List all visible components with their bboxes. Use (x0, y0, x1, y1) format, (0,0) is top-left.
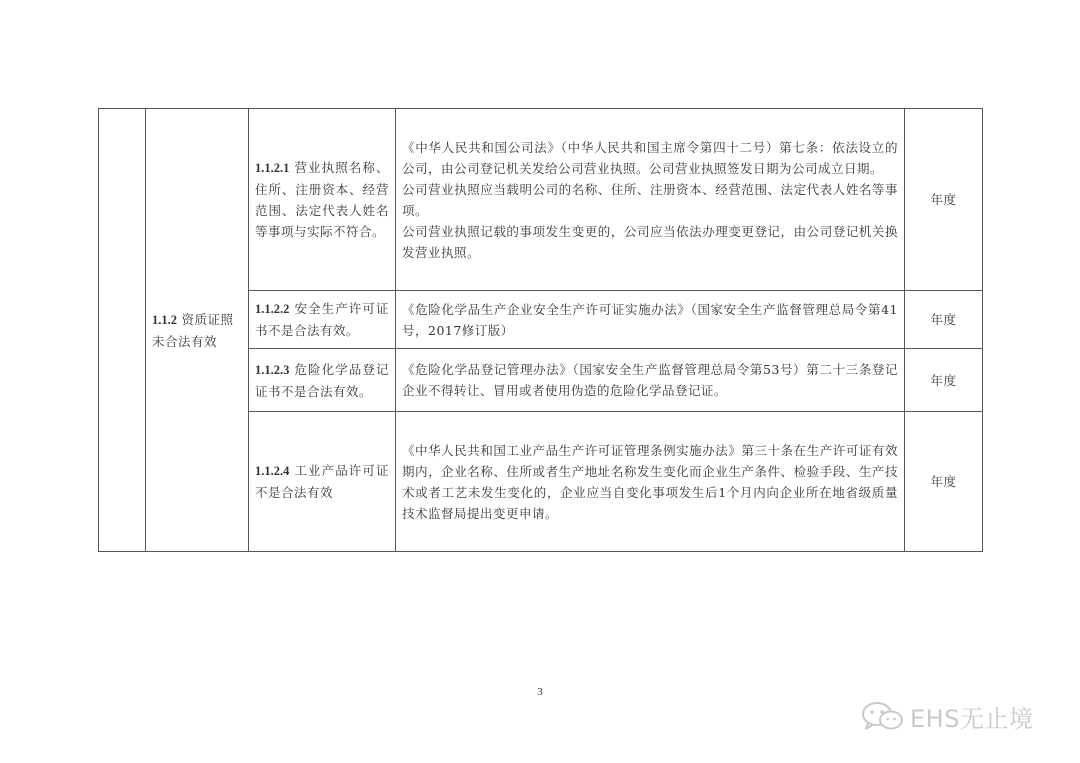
frequency-cell: 年度 (905, 412, 983, 552)
category-code: 1.1.2 (152, 312, 177, 327)
frequency-cell: 年度 (905, 291, 983, 349)
legal-basis-cell (396, 349, 905, 412)
legal-basis-paragraph: 《中华人民共和国公司法》（中华人民共和国主席令第四十二号）第七条：依法设立的公司，由公司登记机关发给公司营业执照。公司营业执照签发日期为公司成立日期。 (402, 139, 898, 176)
item-cell (249, 291, 396, 349)
legal-basis-cell (396, 412, 905, 552)
item-text: 危险化学品登记证书不是合法有效。 (255, 361, 389, 399)
item-code: 1.1.2.2 (255, 302, 290, 316)
item-cell (249, 109, 396, 291)
item-text: 安全生产许可证书不是合法有效。 (255, 301, 389, 338)
category-label: 资质证照未合法有效 (152, 311, 234, 349)
item-code: 1.1.2.4 (255, 464, 290, 478)
legal-basis-paragraph: 公司营业执照应当载明公司的名称、住所、注册资本、经营范围、法定代表人姓名等事项。 (402, 181, 898, 218)
legal-basis-paragraph: 《中华人民共和国工业产品生产许可证管理条例实施办法》第三十条在生产许可证有效期内，企业名称、住所或者生产地址名称发生变化而企业生产条件、检验手段、生产技术或者工艺未发生变化的，企业应当自变化事项发生后1个月内向企业所在地省级质量技术监督局提出变更申请。 (402, 442, 898, 521)
legal-basis-paragraph: 《危险化学品生产企业安全生产许可证实施办法》（国家安全生产监督管理总局令第41号，2017修订版） (402, 301, 898, 338)
frequency-cell: 年度 (905, 349, 983, 412)
watermark (858, 700, 1058, 732)
legal-basis-paragraph: 公司营业执照记载的事项发生变更的，公司应当依法办理变更登记，由公司登记机关换发营业执照。 (402, 223, 898, 260)
watermark-text: EHS无止境 (910, 704, 1034, 733)
empty-column-cell (99, 109, 146, 552)
item-cell (249, 412, 396, 552)
table-row (99, 109, 983, 291)
category-cell (146, 109, 249, 552)
frequency-cell: 年度 (905, 109, 983, 291)
legal-basis-paragraph: 《危险化学品登记管理办法》（国家安全生产监督管理总局令第53号）第二十三条登记企业不得转让、冒用或者使用伪造的危险化学品登记证。 (402, 362, 898, 398)
item-text: 工业产品许可证不是合法有效 (255, 463, 389, 500)
item-cell (249, 349, 396, 412)
page-number: 3 (537, 686, 543, 698)
item-code: 1.1.2.1 (255, 161, 290, 175)
legal-basis-cell (396, 109, 905, 291)
wechat-icon (858, 700, 906, 732)
item-code: 1.1.2.3 (255, 362, 290, 377)
item-text: 营业执照名称、住所、注册资本、经营范围、法定代表人姓名等事项与实际不符合。 (255, 160, 389, 239)
regulation-table (98, 108, 983, 552)
legal-basis-cell (396, 291, 905, 349)
